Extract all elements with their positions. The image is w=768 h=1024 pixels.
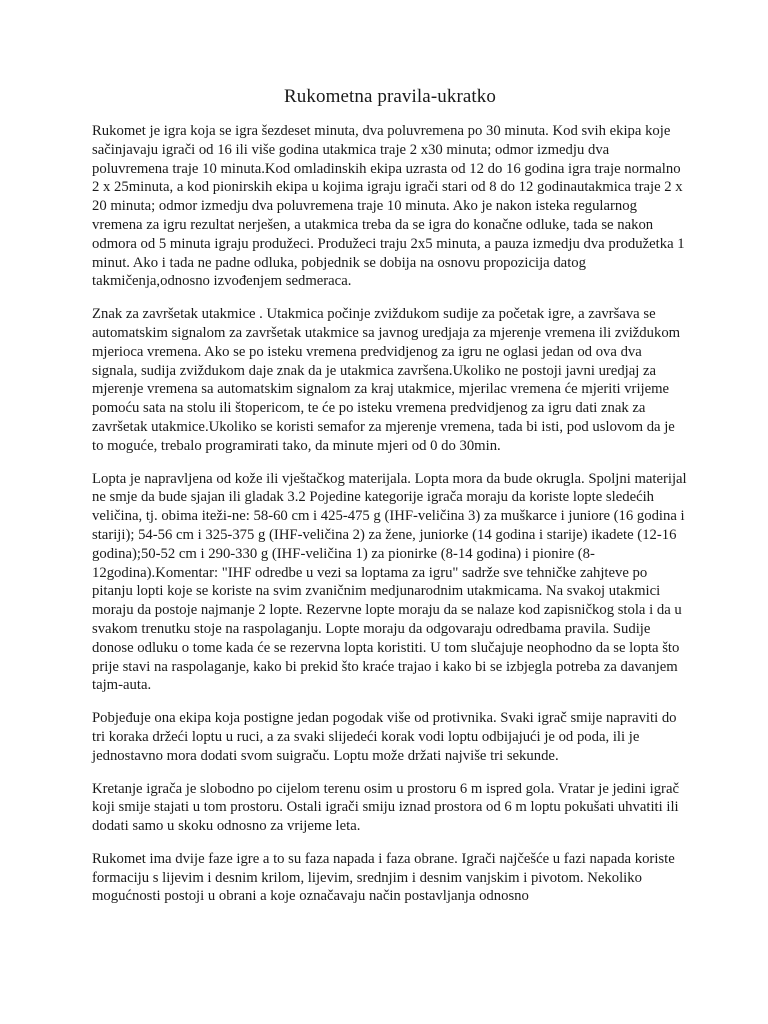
paragraph-end-signal: Znak za završetak utakmice . Utakmica počinje zviždukom sudije za početak igre, a završava se automatskim signalom za završetak utakmice sa javnog uredjaja za mjerenje vremena ili zviždukom mjerioca vremena. Ako se po isteku vremena predvidjenog za igru ne oglasi jedan od ova dva signala, sudija zviždukom daje znak da je utakmica završena.Ukoliko ne postoji javni uredjaj za mjerenje vremena sa automatskim signalom za kraj utakmice, mjerilac vremena će mjeriti vrijeme pomoću sata na stolu ili štopericom, te će po isteku vremena predvidjenog za igru dati znak za završetak utakmice.Ukoliko se koristi semafor za mjerenje vremena, tada bi isti, pod uslovom da je to moguće, trebalo programirati tako, da minute mjeri od 0 do 30min. — [92, 306, 681, 454]
paragraph-ball: Lopta je napravljena od kože ili vještačkog materijala. Lopta mora da bude okrugla. Spoljni materijal ne smje da bude sjajan ili gladak 3.2 Pojedine kategorije igrača moraju da koriste lopte sledećih veličina, tj. obima iteži-ne: 58-60 cm i 425-475 g (IHF-veličina 3) za muškarce i juniore (16 godina i stariji); 54-56 cm i 325-375 g (IHF-veličina 2) za žene, juniorke (14 godina i starije) ikadete (12-16 godina);50-52 cm i 290-330 g (IHF-veličina 1) za pionirke (8-14 godina) i pionire (8-12godina).Komentar: "IHF odredbe u vezi sa loptama za igru" sadrže sve tehničke zahjteve po pitanju lopti koje se koriste na svim zvaničnim medjunarodnim utakmicama. Na svakoj utakmici moraju da postoje najmanje 2 lopte. Rezervne lopte moraju da se nalaze kod zapisničkog stola i da u svakom trenutku stoje na raspolaganju. Lopte moraju da odgovaraju odredbama pravila. Sudije donose odluku o tome kada će se rezervna lopta koristiti. U tom slučajuje neophodno da se lopta što prije stavi na raspolaganje, kako bi prekid što kraće trajao i kako bi se izbjegla potreba za davanjem tajm-auta. — [92, 470, 687, 694]
paragraph-winning-steps: Pobjeđuje ona ekipa koja postigne jedan pogodak više od protivnika. Svaki igrač smije napraviti do tri koraka držeći loptu u ruci, a za svaki slijedeći korak vodi loptu odbijajući je od podа, ili je jednostavno mora dodati svom suigraču. Loptu može držati najviše tri sekunde. — [92, 710, 677, 764]
paragraph-game-duration: Rukomet je igra koja se igra šezdeset minuta, dva poluvremena po 30 minuta. Kod svih ekipa koje sačinjavaju igrači od 16 ili više godina utakmica traje 2 x30 minuta; odmor izmedju dva poluvremena traje 10 minuta.Kod omladinskih ekipa uzrasta od 12 do 16 godina igra traje normalno 2 x 25minuta, a kod pionirskih ekipa u kojima igraju igrači stari od 8 do 12 godinautakmica traje 2 x 20 minuta; odmor izmedju dva poluvremena traje 10 minuta. Ako je nakon isteka regularnog vremena za igru rezultat nerješen, a utakmica treba da se igra do konačne odluke, tada se nakon odmora od 5 minuta igraju produžeci. Produžeci traju 2x5 minuta, a pauza izmedju dva produžetka 1 minut. Ako i tada ne padne odluka, pobjednik se dobija na osnovu propozicija datog takmičenja,odnosno izvođenjem sedmeraca. — [92, 123, 685, 290]
document-title: Rukometna pravila-ukratko — [284, 86, 496, 107]
paragraph-player-movement: Kretanje igrača je slobodno po cijelom terenu osim u prostoru 6 m ispred gola. Vratar je jedini igrač koji smije stajati u tom prostoru. Ostali igrači smiju iznad prostora od 6 m loptu pokušati uhvatiti ili dodati samo u skoku odnosno za vrijeme leta. — [92, 780, 679, 835]
paragraph-game-phases: Rukomet ima dvije faze igre a to su faza napada i faza obrane. Igrači najčešće u fazi napada koriste formaciju s lijevim i desnim krilom, lijevim, srednjim i desnim vanjskim i pivotom. Nekoliko mogućnosti postoji u obrani a koje označavaju način postavljanja odnosno — [92, 850, 675, 905]
